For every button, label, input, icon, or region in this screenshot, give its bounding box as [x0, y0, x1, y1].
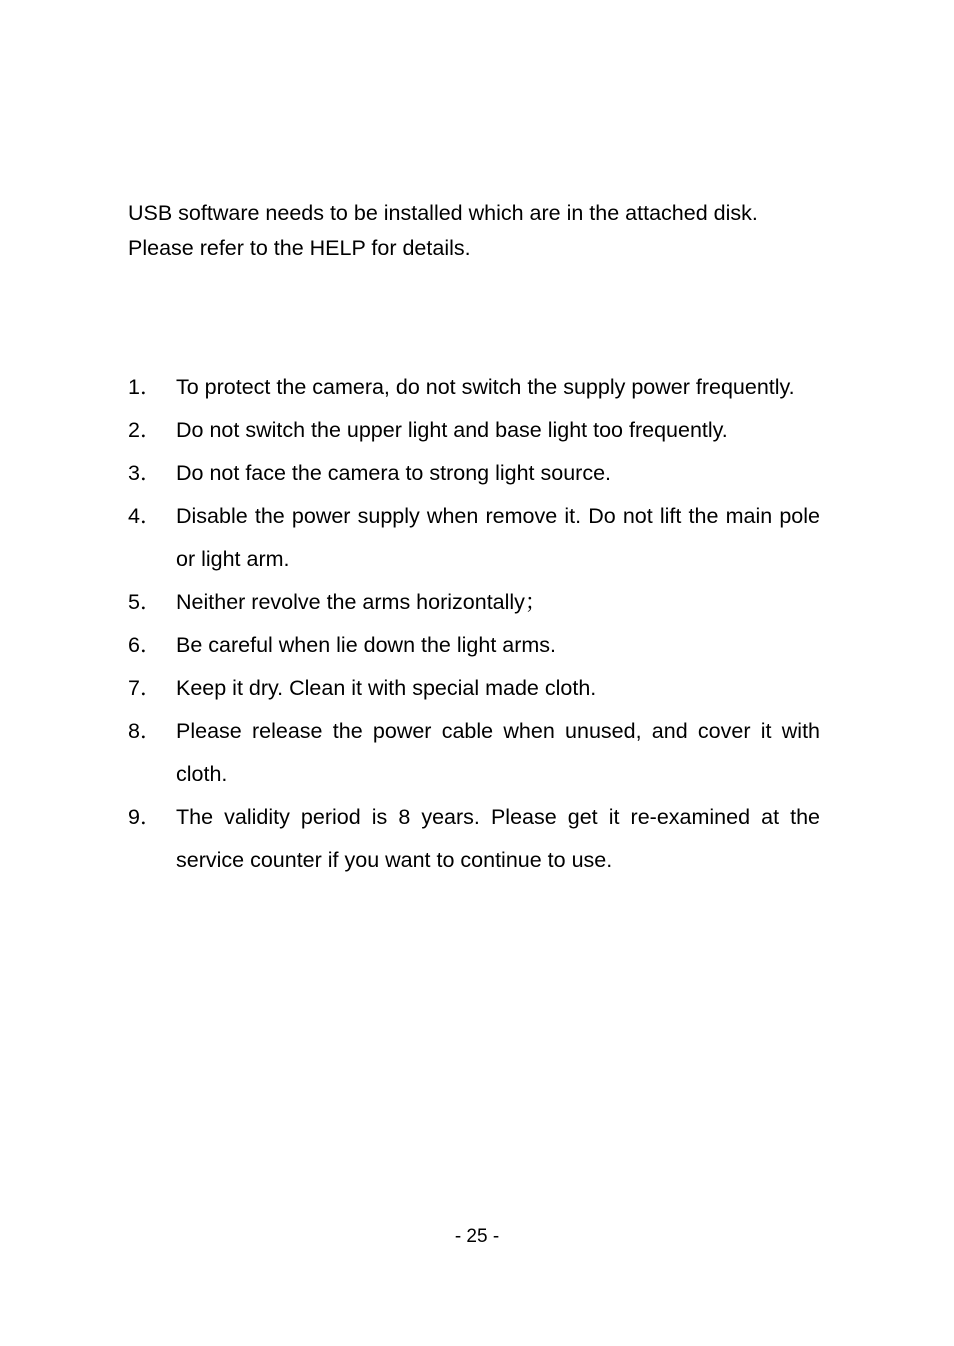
list-item [128, 452, 820, 495]
intro-paragraph [128, 196, 828, 266]
intro-line-usb-software: USB software needs to be installed which are in the attached disk. [128, 201, 758, 225]
list-item-number: 6． [128, 633, 162, 657]
list-item [128, 796, 820, 882]
list-item [128, 581, 820, 624]
list-item [128, 624, 820, 667]
list-item-number: 8． [128, 719, 162, 743]
page-number: - 25 - [454, 1226, 500, 1247]
list-item [128, 366, 820, 409]
list-item-text: The validity period is 8 years. Please get it re-examined at the service counter if you want to continue to use. [176, 805, 820, 872]
list-item [128, 710, 820, 796]
list-item-number: 5． [128, 590, 162, 614]
list-item-text: Keep it dry. Clean it with special made cloth. [176, 676, 597, 700]
list-item-text: Do not switch the upper light and base light too frequently. [176, 418, 728, 442]
precautions-list [128, 366, 820, 882]
list-item-text: Do not face the camera to strong light source. [176, 461, 612, 485]
list-item-number: 2． [128, 418, 162, 442]
list-item-number: 9． [128, 805, 162, 829]
list-item-text: Disable the power supply when remove it. Do not lift the main pole or light arm. [176, 504, 820, 571]
list-item-number: 1． [128, 375, 162, 399]
list-item-text: Be careful when lie down the light arms. [176, 633, 557, 657]
list-item-text: Please release the power cable when unused, and cover it with cloth. [176, 719, 820, 786]
list-item [128, 495, 820, 581]
intro-line-help-reference: Please refer to the HELP for details. [128, 236, 471, 260]
list-item-number: 4． [128, 504, 162, 528]
list-item-number: 7． [128, 676, 162, 700]
list-item-text: To protect the camera, do not switch the supply power frequently. [176, 375, 795, 399]
list-item-text: Neither revolve the arms horizontally； [176, 590, 547, 614]
list-item [128, 667, 820, 710]
list-item-number: 3． [128, 461, 162, 485]
list-item [128, 409, 820, 452]
